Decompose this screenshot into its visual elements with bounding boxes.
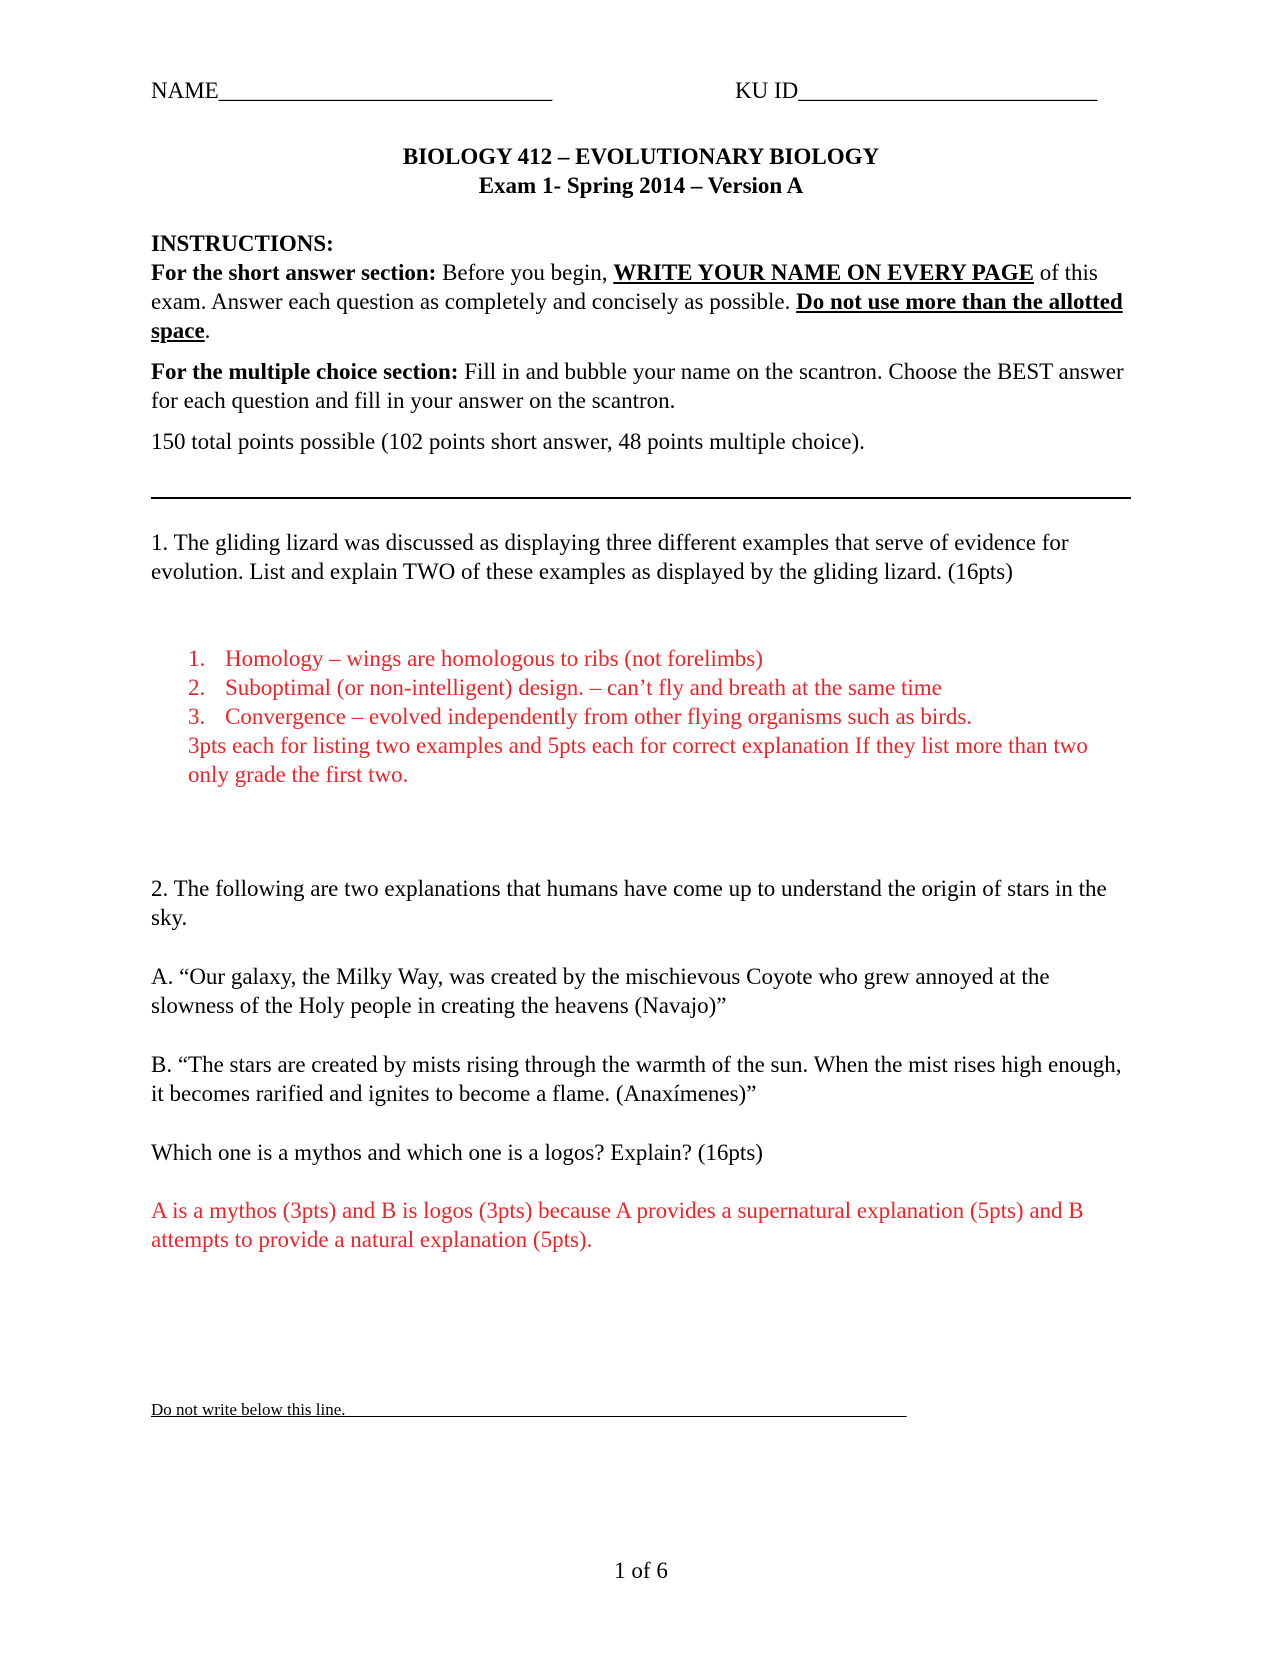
exam-page	[151, 0, 1131, 1656]
short-answer-text-1: Before you begin,	[436, 260, 614, 285]
exam-title	[151, 142, 1131, 200]
name-field: NAME_____________________________	[151, 78, 553, 103]
question-2-answer-key: A is a mythos (3pts) and B is logos (3pts) because A provides a supernatural explanation (5pts) and B attempts to provide a natural explanation (5pts).	[151, 1198, 1084, 1252]
question-1-answer-key	[188, 644, 1131, 789]
write-name-emphasis: WRITE YOUR NAME ON EVERY PAGE	[613, 260, 1034, 285]
multiple-choice-lead: For the multiple choice section:	[151, 359, 459, 384]
ku-id-field: KU ID__________________________	[735, 78, 1098, 103]
do-not-write-line: Do not write below this line.__________________________________________________________________	[151, 1400, 907, 1419]
question-2-ask: Which one is a mythos and which one is a logos? Explain? (16pts)	[151, 1140, 763, 1165]
answer-list	[188, 644, 1131, 731]
question-1-prompt: 1. The gliding lizard was discussed as displaying three different examples that serve of evidence for evolution. List and explain TWO of these examples as displayed by the gliding lizard. (16pts)	[151, 530, 1069, 584]
list-text: Homology – wings are homologous to ribs (not forelimbs)	[225, 646, 763, 671]
course-title: BIOLOGY 412 – EVOLUTIONARY BIOLOGY	[402, 144, 880, 169]
section-divider	[151, 497, 1131, 499]
exam-subtitle: Exam 1- Spring 2014 – Version A	[478, 173, 804, 198]
question-2-option-b: B. “The stars are created by mists rising through the warmth of the sun. When the mist rises high enough, it becomes rarified and ignites to become a flame. (Anaxímenes)”	[151, 1052, 1122, 1106]
instructions-heading: INSTRUCTIONS:	[151, 231, 334, 256]
question-2-prompt: 2. The following are two explanations that humans have come up to understand the origin of stars in the sky.	[151, 876, 1107, 930]
list-number: 1.	[188, 646, 206, 671]
page-number: 1 of 6	[614, 1558, 668, 1583]
instructions	[151, 229, 1131, 456]
short-answer-lead: For the short answer section:	[151, 260, 437, 285]
allotted-space-emphasis: Do not use more than the allotted space	[151, 289, 1123, 343]
multiple-choice-text: Fill in and bubble your name on the scantron. Choose the BEST answer for each question and fill in your answer on the scantron.	[151, 359, 1124, 413]
list-item	[188, 702, 1131, 731]
list-number: 2.	[188, 675, 206, 700]
grading-note: 3pts each for listing two examples and 5pts each for correct explanation If they list more than two only grade the first two.	[188, 733, 1088, 787]
list-text: Convergence – evolved independently from other flying organisms such as birds.	[225, 704, 973, 729]
short-answer-instructions	[151, 258, 1131, 345]
multiple-choice-instructions	[151, 357, 1131, 415]
short-answer-text-2: of this exam. Answer each question as completely and concisely as possible.	[151, 260, 1098, 314]
list-number: 3.	[188, 704, 206, 729]
short-answer-text-3: .	[204, 318, 211, 343]
list-item	[188, 673, 1131, 702]
question-2-option-a: A. “Our galaxy, the Milky Way, was created by the mischievous Coyote who grew annoyed at the slowness of the Holy people in creating the heavens (Navajo)”	[151, 964, 1050, 1018]
points-summary: 150 total points possible (102 points short answer, 48 points multiple choice).	[151, 429, 865, 454]
list-text: Suboptimal (or non-intelligent) design. – can’t fly and breath at the same time	[225, 675, 942, 700]
list-item	[188, 644, 1131, 673]
